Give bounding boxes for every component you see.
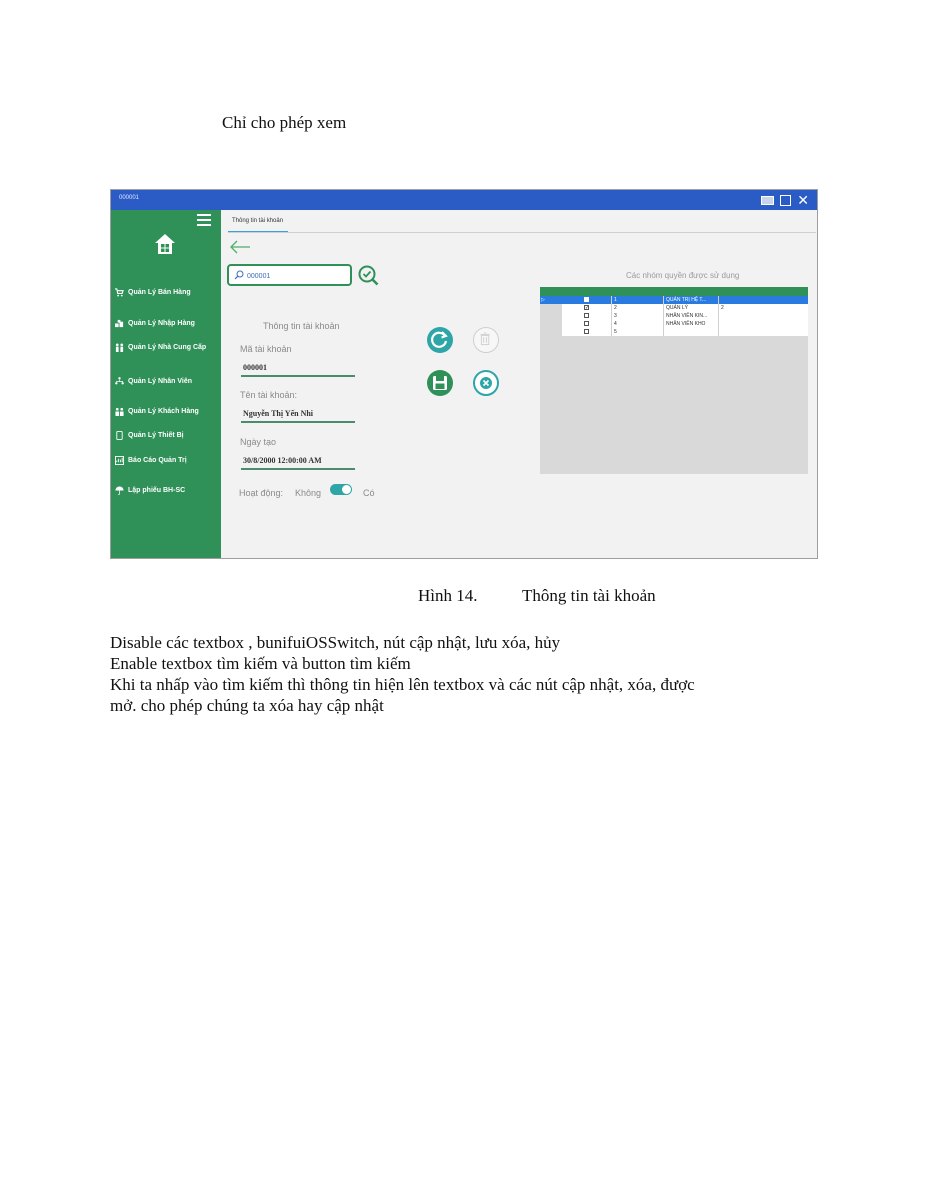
tab-divider [228, 232, 816, 233]
group-name [664, 328, 719, 336]
table-row[interactable] [540, 304, 808, 312]
groups-grid [540, 287, 808, 474]
umbrella-icon [115, 486, 124, 495]
floppy-disk-icon [427, 370, 453, 396]
delete-button[interactable] [473, 327, 499, 353]
keyboard-icon[interactable] [761, 196, 774, 205]
refresh-icon [427, 327, 453, 353]
group-name: QUẢN LÝ [664, 304, 719, 312]
customers-icon [115, 407, 124, 416]
sidebar-item-supplier[interactable] [115, 343, 219, 352]
title-bar [111, 190, 817, 210]
sidebar-item-warranty[interactable] [115, 486, 219, 495]
cart-icon [115, 288, 124, 297]
table-row[interactable] [540, 328, 808, 336]
table-row[interactable] [540, 312, 808, 320]
search-box[interactable] [227, 264, 352, 286]
group-extra [719, 328, 808, 336]
group-id: 5 [612, 328, 664, 336]
row-pointer-icon: ▷ [541, 297, 545, 303]
search-check-icon[interactable] [357, 264, 379, 286]
paragraph-line: Enable textbox tìm kiếm và button tìm kiếm [110, 654, 411, 673]
sidebar-item-label: Quản Lý Bán Hàng [128, 288, 191, 296]
account-name-field[interactable]: Nguyễn Thị Yến Nhi [243, 409, 314, 418]
group-id: 4 [612, 320, 664, 328]
group-checkbox[interactable] [562, 296, 612, 304]
cancel-button[interactable] [473, 370, 499, 396]
sidebar-item-report[interactable] [115, 456, 219, 465]
sidebar-item-staff[interactable] [115, 377, 219, 386]
group-checkbox[interactable] [562, 320, 612, 328]
sidebar-item-label: Lập phiếu BH-SC [128, 486, 186, 494]
window-controls [761, 192, 809, 208]
active-switch[interactable] [330, 484, 352, 495]
intro-text: Chỉ cho phép xem [222, 113, 347, 132]
save-button[interactable] [427, 370, 453, 396]
created-date-underline [241, 468, 355, 470]
group-extra [719, 296, 808, 304]
figure-number: Hình 14. [418, 586, 478, 605]
report-icon [115, 456, 124, 465]
sidebar-item-label: Quản Lý Nhân Viên [128, 377, 193, 385]
created-date-field[interactable]: 30/8/2000 12:00:00 AM [243, 456, 322, 465]
sidebar-item-label: Báo Cáo Quản Trị [128, 456, 187, 464]
group-extra [719, 312, 808, 320]
trash-icon [474, 328, 498, 352]
paragraph-line: mở. cho phép chúng ta xóa hay cập nhật [110, 696, 384, 715]
row-selector[interactable] [540, 312, 562, 320]
home-icon[interactable] [153, 232, 177, 256]
supplier-icon [115, 343, 124, 352]
active-on-label: Có [363, 488, 375, 498]
group-extra [719, 320, 808, 328]
search-input[interactable] [247, 269, 347, 283]
cancel-icon [475, 372, 497, 394]
sidebar-item-import[interactable] [115, 319, 219, 328]
close-icon[interactable]: ✕ [797, 192, 809, 208]
row-selector[interactable] [540, 320, 562, 328]
table-row[interactable] [540, 296, 808, 304]
group-name: QUẢN TRỊ HỆ T... [664, 296, 719, 304]
app-window [110, 189, 818, 559]
staff-icon [115, 377, 124, 386]
sidebar-item-customers[interactable] [115, 407, 219, 416]
group-id: 2 [612, 304, 664, 312]
device-icon [115, 431, 124, 440]
sidebar-item-label: Quản Lý Khách Hàng [128, 407, 199, 415]
row-selector[interactable] [540, 296, 562, 304]
created-date-label: Ngày tạo [240, 437, 277, 447]
tab-account-info[interactable]: Thông tin tài khoản [232, 218, 284, 224]
active-off-label: Không [295, 488, 322, 498]
maximize-icon[interactable] [780, 195, 791, 206]
group-name: NHÂN VIÊN KIN... [664, 312, 719, 320]
search-icon [234, 270, 244, 280]
sidebar-item-label: Quản Lý Thiết Bị [128, 431, 184, 439]
figure-caption: Thông tin tài khoản [522, 586, 656, 605]
group-checkbox[interactable]: ✓ [562, 304, 612, 312]
window-title: 000001 [119, 195, 140, 201]
account-id-label: Mã tài khoản [240, 344, 292, 354]
row-selector[interactable] [540, 304, 562, 312]
sidebar-item-label: Quản Lý Nhà Cung Cấp [128, 343, 207, 351]
row-selector[interactable] [540, 328, 562, 336]
paragraph-line: Disable các textbox , bunifuiOSSwitch, nút cập nhật, lưu xóa, hủy [110, 633, 561, 652]
groups-title: Các nhóm quyền được sử dụng [626, 271, 740, 280]
account-id-underline [241, 375, 355, 377]
account-name-underline [241, 421, 355, 423]
sidebar-item-label: Quản Lý Nhập Hàng [128, 319, 195, 327]
menu-icon[interactable] [197, 214, 211, 229]
table-row[interactable] [540, 320, 808, 328]
group-checkbox[interactable] [562, 312, 612, 320]
sidebar-item-device[interactable] [115, 431, 219, 440]
group-checkbox[interactable] [562, 328, 612, 336]
group-extra: 2 [721, 305, 724, 311]
back-arrow-icon[interactable] [229, 240, 251, 254]
group-id: 3 [612, 312, 664, 320]
group-name: NHÂN VIÊN KHO [664, 320, 719, 328]
account-name-label: Tên tài khoản: [240, 390, 298, 400]
group-id: 1 [612, 296, 664, 304]
grid-header [540, 287, 808, 296]
form-section-title: Thông tin tài khoản [263, 321, 340, 331]
active-label: Hoạt động: [239, 488, 284, 498]
switch-knob [342, 485, 351, 494]
paragraph-line: Khi ta nhấp vào tìm kiếm thì thông tin hiện lên textbox và các nút cập nhật, xóa, được [110, 675, 695, 694]
sidebar [111, 210, 221, 559]
account-id-field[interactable]: 000001 [243, 363, 267, 372]
import-icon [115, 319, 124, 328]
refresh-button[interactable] [427, 327, 453, 353]
sidebar-item-sales[interactable] [115, 288, 219, 297]
